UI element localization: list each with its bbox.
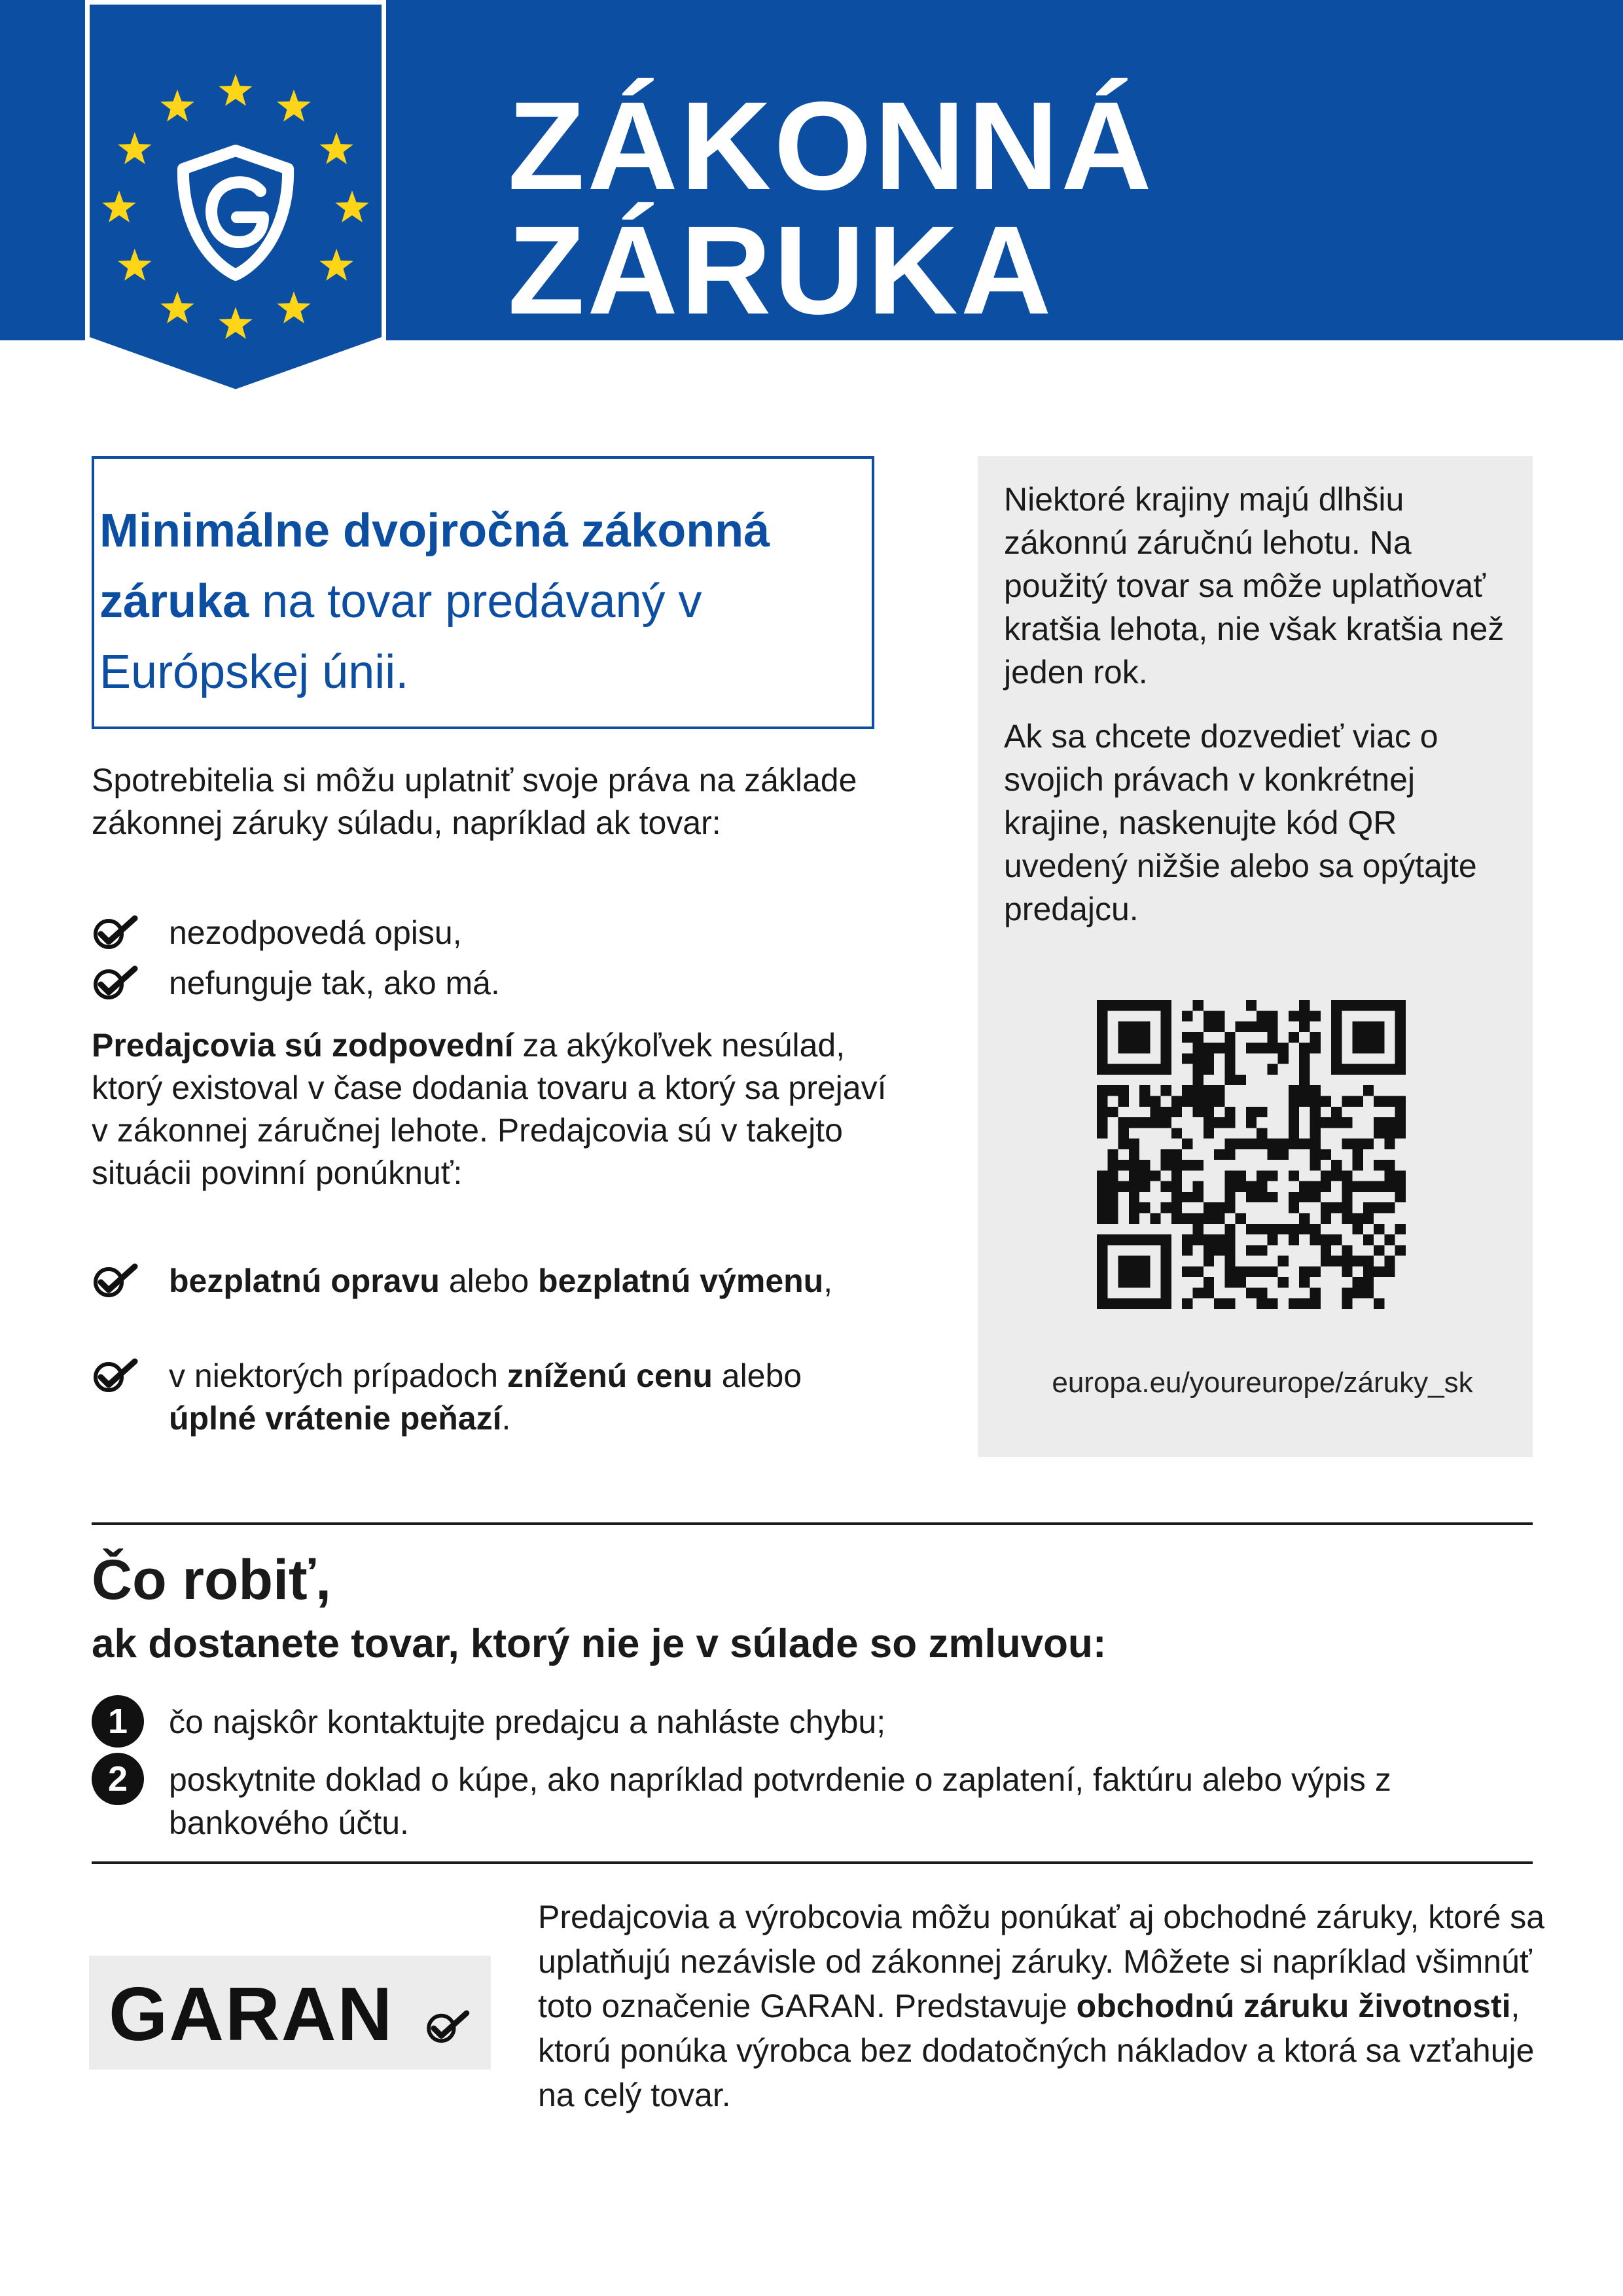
price-reduction: zníženú cenu — [507, 1357, 713, 1394]
qr-code[interactable] — [1097, 1000, 1406, 1309]
info-link[interactable]: europa.eu/youreurope/záruky_sk — [1052, 1367, 1473, 1399]
punct: . — [501, 1400, 511, 1437]
seller-liability-rest: za akýkoľvek nesúlad, ktorý existoval v čase dodania tovaru a ktorý sa prejaví v zákonnej záručnej lehote. Predajcovia sú v takejto situácii povinní ponúknuť: — [92, 1027, 887, 1191]
step-text: poskytnite doklad o kúpe, ako napríklad potvrdenie o zaplatení, faktúru alebo výpis z bankového účtu. — [169, 1761, 1391, 1841]
seller-liability-bold: Predajcovia sú zodpovední — [92, 1027, 514, 1064]
list-item-text: nezodpovedá opisu, — [169, 914, 462, 951]
garan-logo-text: GARAN — [109, 1971, 394, 2056]
divider — [92, 1522, 1533, 1525]
intro-rest: na tovar predávaný v Európskej únii. — [99, 575, 702, 698]
checkmark-icon — [92, 914, 139, 951]
rights-paragraph: Spotrebitelia si môžu uplatniť svoje práva na základe zákonnej záruky súladu, napríklad ak tovar: — [92, 762, 857, 841]
footer-text-1: Predajcovia a výrobcovia môžu ponúkať aj obchodné záruky, ktoré sa uplatňujú nezávisle od zákonnej záruky. Môžete si napríklad všimnúť toto označenie GARAN. Predstavuje — [538, 1899, 1545, 2024]
page-title — [508, 75, 1154, 340]
full-refund: úplné vrátenie peňazí — [169, 1400, 502, 1437]
footer-bold: obchodnú záruku životnosti — [1076, 1988, 1511, 2024]
step-number-badge: 1 — [92, 1695, 144, 1748]
divider — [92, 1861, 1533, 1864]
punct: , — [823, 1263, 833, 1299]
seller-liability-paragraph — [92, 1024, 901, 1194]
checkmark-icon — [92, 965, 139, 1001]
title-line-1: ZÁKONNÁ — [508, 75, 1154, 216]
list-item-text: nefunguje tak, ako má. — [169, 965, 500, 1001]
garan-logo — [89, 1956, 491, 2070]
list-item-text — [169, 1260, 889, 1302]
list-item-text — [169, 1355, 889, 1440]
section-subheading: ak dostanete tovar, ktorý nie je v súlade so zmluvou: — [92, 1621, 1107, 1666]
commercial-guarantee-paragraph — [538, 1895, 1546, 2117]
free-repair: bezplatnú opravu — [169, 1263, 440, 1299]
checkmark-icon — [92, 1357, 139, 1394]
connector: alebo — [439, 1263, 539, 1299]
checkmark-icon — [423, 2009, 473, 2045]
eu-guarantee-shield-icon — [85, 0, 386, 394]
step-text: čo najskôr kontaktujte predajcu a nahláste chybu; — [169, 1704, 886, 1740]
checkmark-icon — [92, 1263, 139, 1299]
lead: v niektorých prípadoch — [169, 1357, 507, 1394]
section-heading: Čo robiť, — [92, 1549, 332, 1611]
intro-statement — [99, 495, 885, 708]
info-panel-paragraph-2: Ak sa chcete dozvedieť viac o svojich právach v konkrétnej krajine, naskenujte kód QR uvedený nižšie alebo sa opýtajte predajcu. — [1004, 718, 1477, 927]
connector: alebo — [712, 1357, 802, 1394]
title-line-2: ZÁRUKA — [508, 200, 1054, 340]
step-number-badge: 2 — [92, 1753, 144, 1805]
footer-text-2: , ktorú ponúka výrobca bez dodatočných nákladov a ktorá sa vzťahuje na celý tovar. — [538, 1988, 1535, 2113]
free-replacement: bezplatnú výmenu — [538, 1263, 824, 1299]
info-panel-paragraph-1: Niektoré krajiny majú dlhšiu zákonnú záručnú lehotu. Na použitý tovar sa môže uplatňovať kratšia lehota, nie však kratšia než jeden rok. — [1004, 481, 1505, 691]
intro-bold: Minimálne dvojročná zákonná záruka — [99, 505, 770, 628]
